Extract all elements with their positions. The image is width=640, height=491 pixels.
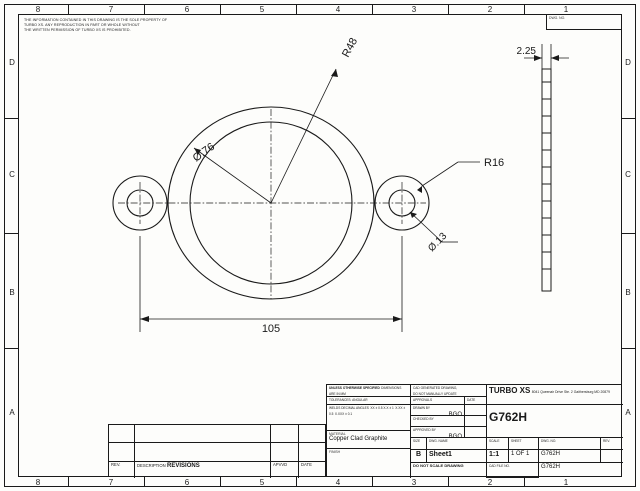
frame-tick — [220, 477, 221, 487]
cad-file-value-cell: G762H — [541, 464, 561, 470]
frame-tick — [144, 477, 145, 487]
zone-number-4-top: 4 — [335, 5, 341, 14]
arrow-heads — [194, 69, 422, 218]
zone-number-1-bottom: 1 — [563, 478, 569, 487]
frame-tick — [68, 4, 69, 14]
approved-date-cell — [465, 427, 487, 438]
rev-label-cell: REV. — [601, 438, 623, 450]
zone-letter-a-right: A — [625, 408, 631, 417]
frame-tick — [448, 477, 449, 487]
revisions-empty-date — [299, 425, 327, 443]
zone-letter-a-left: A — [9, 408, 15, 417]
zone-number-8-top: 8 — [35, 5, 41, 14]
frame-tick — [372, 4, 373, 14]
zone-letter-c-right: C — [625, 170, 631, 179]
checked-by-cell: CHECKED BY — [411, 416, 465, 427]
frame-tick — [622, 348, 636, 349]
revisions-col-date: DATE — [301, 462, 312, 467]
notice-line-1: THE INFORMATION CONTAINED IN THIS DRAWING IS THE SOLE PROPERTY OF — [24, 18, 168, 22]
zone-number-2-top: 2 — [487, 5, 493, 14]
do-not-scale-cell: DO NOT SCALE DRAWING — [411, 463, 487, 478]
zone-number-4-bottom: 4 — [335, 478, 341, 487]
dim-diameter-76: Ø.76 — [190, 140, 218, 165]
title-block — [326, 384, 622, 477]
notice-line-3: THE WRITTEN PERMISSION OF TURBO XS IS PROHIBITED. — [24, 28, 131, 32]
rev-value-cell — [601, 450, 623, 463]
zone-number-8-bottom: 8 — [35, 478, 41, 487]
finish-cell: FINISH — [327, 449, 411, 478]
zone-letter-b-right: B — [625, 288, 631, 297]
company-name: TURBO XS — [489, 386, 531, 395]
size-cell: SIZE — [411, 438, 427, 450]
frame-tick — [622, 118, 636, 119]
zone-number-7-top: 7 — [108, 5, 114, 14]
dim-radius-48: R48 — [340, 35, 361, 60]
dim-overall-length: 105 — [261, 323, 281, 335]
zone-number-6-bottom: 6 — [184, 478, 190, 487]
zone-number-1-top: 1 — [563, 5, 569, 14]
zone-letter-c-left: C — [9, 170, 15, 179]
revisions-col-description: DESCRIPTION REVISIONS — [135, 462, 271, 478]
zone-letter-b-left: B — [9, 288, 15, 297]
zone-number-3-top: 3 — [411, 5, 417, 14]
dwg-no-value-cell: G762H — [539, 450, 601, 463]
approvals-label: APPROVALS — [411, 397, 465, 405]
dim-diameter-13: Ø.13 — [426, 230, 450, 255]
revisions-row-date — [299, 443, 327, 462]
dwg-name-label-cell: DWG. NAME — [427, 438, 487, 450]
approved-by-cell: APPROVED BY BGO — [411, 427, 465, 438]
frame-tick — [220, 4, 221, 14]
company-address: 8041 Queenair Drive Ste. 2 Gaithersburg MD 20879 — [531, 390, 610, 394]
zone-letter-d-right: D — [625, 58, 631, 67]
part-number: G762H — [489, 410, 528, 424]
revisions-empty-rev — [109, 425, 135, 443]
zone-number-3-bottom: 3 — [411, 478, 417, 487]
revisions-row-desc — [135, 443, 271, 462]
zone-number-7-bottom: 7 — [108, 478, 114, 487]
revisions-empty-apvvd — [271, 425, 299, 443]
frame-tick — [622, 233, 636, 234]
side-view — [542, 69, 551, 291]
frame-tick — [296, 4, 297, 14]
revisions-block — [108, 424, 326, 477]
frame-tick — [4, 118, 18, 119]
scale-label-cell: SCALE — [487, 438, 509, 450]
zone-letter-d-left: D — [9, 58, 15, 67]
dwg-no-header-label: DWG. NO. — [549, 16, 566, 20]
dwg-name-value-cell: Sheet1 — [427, 450, 487, 463]
material-cell: MATERIAL Copper Clad Graphite — [327, 431, 411, 449]
drawn-date-cell — [465, 405, 487, 416]
revisions-title: REVISIONS — [167, 463, 200, 469]
size-value-cell: B — [411, 450, 427, 463]
frame-tick — [144, 4, 145, 14]
scale-value-cell: 1:1 — [487, 450, 509, 463]
frame-tick — [4, 233, 18, 234]
frame-tick — [524, 4, 525, 14]
revisions-empty-desc — [135, 425, 271, 443]
center-lines — [118, 109, 426, 299]
zone-number-5-bottom: 5 — [259, 478, 265, 487]
checked-date-cell — [465, 416, 487, 427]
frame-tick — [68, 477, 69, 487]
dim-radius-16: R16 — [484, 157, 505, 169]
revisions-col-apvvd: APVVD — [271, 462, 299, 478]
cad-note-cell: CAD GENERATED DRAWING, DO NOT MANUALLY UPDATE — [411, 385, 487, 397]
sheet-value-cell: 1 OF 1 — [509, 450, 539, 463]
frame-tick — [524, 477, 525, 487]
revisions-col-rev: REV. — [109, 462, 135, 478]
notice-line-2: TURBO XS. ANY REPRODUCTION IN PART OR WHOLE WITHOUT — [24, 23, 140, 27]
frame-tick — [4, 348, 18, 349]
dwg-no-label-cell: DWG. NO. — [539, 438, 601, 450]
frame-tick — [372, 477, 373, 487]
zone-number-2-bottom: 2 — [487, 478, 493, 487]
revisions-row-apvvd — [271, 443, 299, 462]
sheet-label-cell: SHEET — [509, 438, 539, 450]
revisions-row-rev — [109, 443, 135, 462]
approvals-date-label: DATE — [465, 397, 487, 405]
tolerance-table: WELDS DECIMAL ANGLES XX ± 0.5 X.X ± 1 X.XX ± 0.5 X.XXX ± 0.1 — [327, 405, 411, 431]
frame-tick — [448, 4, 449, 14]
tolerance-heading: UNLESS OTHERWISE SPECIFIED DIMENSIONS ARE IN MM — [327, 385, 411, 397]
part-number-cell — [487, 405, 623, 438]
dim-thickness: 2.25 — [516, 46, 536, 57]
drawn-by-cell: DRAWN BY BGO — [411, 405, 465, 416]
zone-number-6-top: 6 — [184, 5, 190, 14]
company-cell — [487, 385, 623, 405]
cad-file-label-cell: CAD FILE NO. — [487, 463, 539, 478]
zone-number-5-top: 5 — [259, 5, 265, 14]
frame-tick — [296, 477, 297, 487]
tolerance-note: TOLERANCES: ANGULAR — [327, 397, 411, 405]
